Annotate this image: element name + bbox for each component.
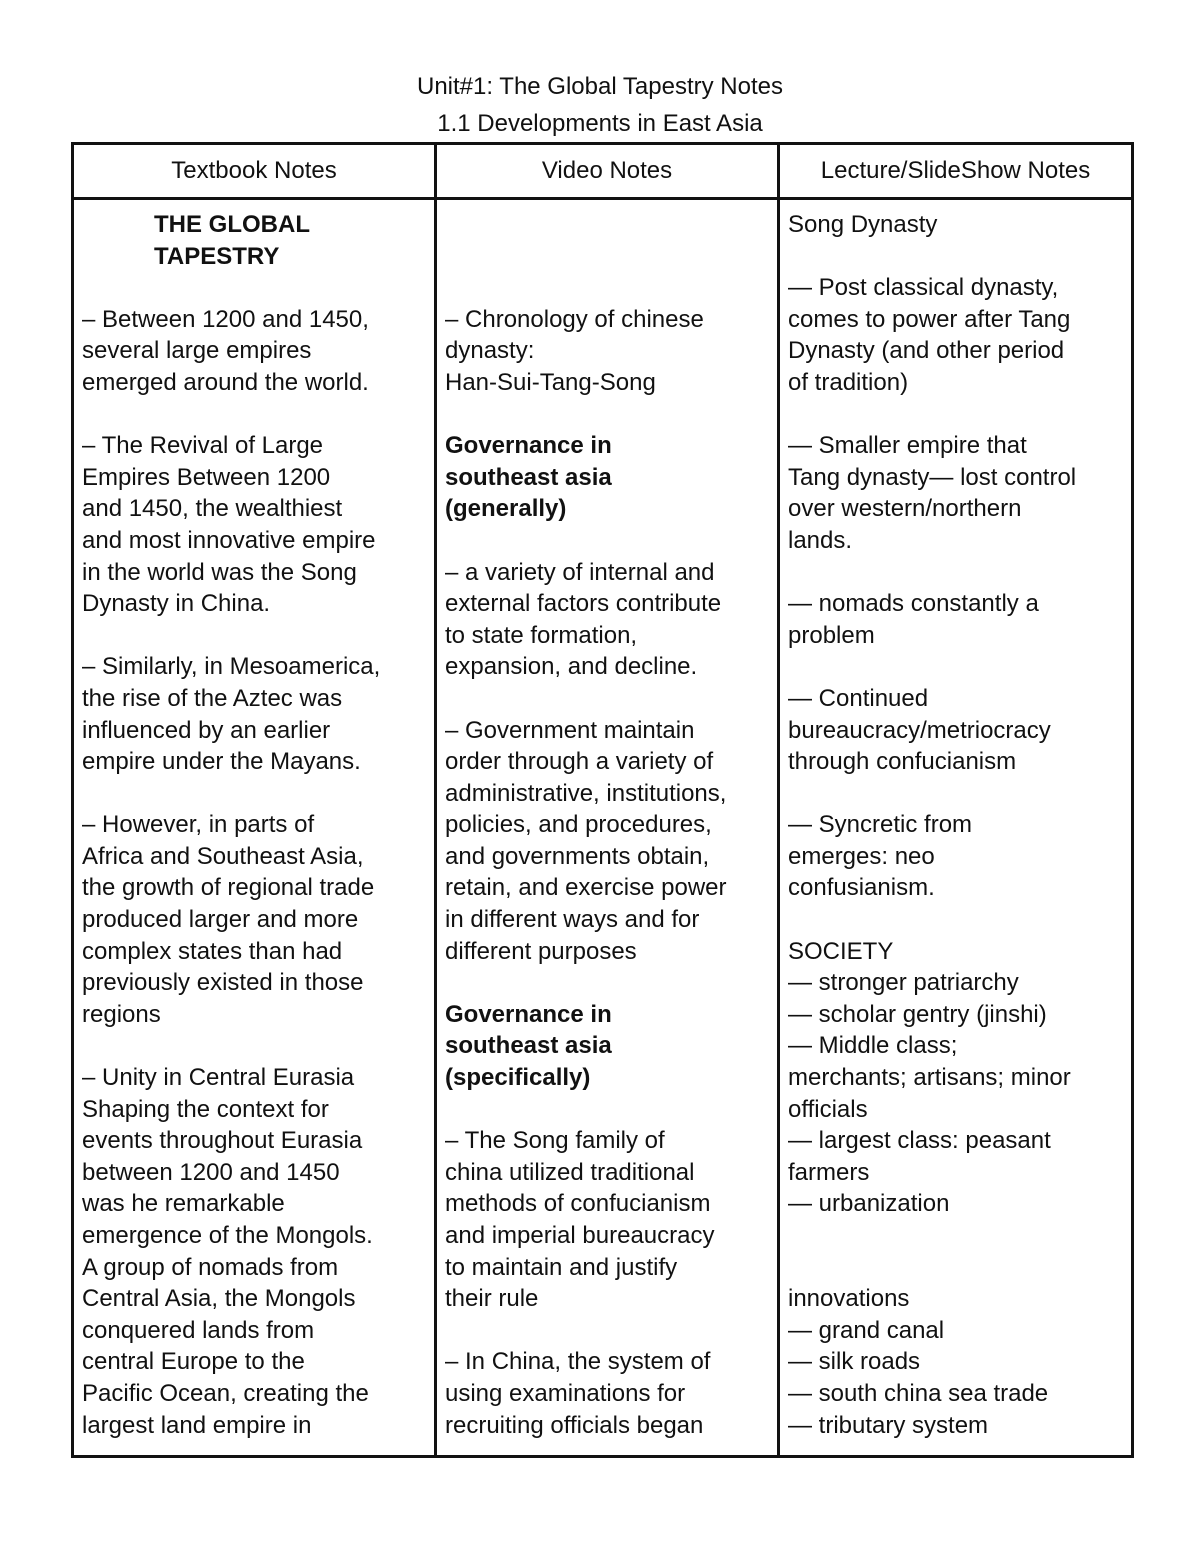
column-header-textbook: Textbook Notes — [73, 144, 436, 199]
video-paragraph: – Chronology of chinese dynasty: Han-Sui-Tang-Song — [445, 305, 704, 396]
lecture-society-list: SOCIETY — stronger patriarchy — scholar gentry (jinshi) — Middle class; merchants; artisans; minor officials — largest class: peasant farmers — urbanization — [788, 937, 1071, 1218]
lecture-paragraph: — Continued bureaucracy/metriocracy through confucianism — [788, 684, 1051, 776]
video-paragraph: – In China, the system of using examinations for recruiting officials began — [445, 1348, 711, 1439]
lecture-paragraph: — Syncretic from emerges: neo confusianism. — [788, 811, 973, 902]
textbook-paragraph: – However, in parts of Africa and Southeast Asia, the growth of regional trade produced larger and more complex states than had previously existed in those regions — [82, 811, 375, 1028]
textbook-paragraph: – Similarly, in Mesoamerica, the rise of the Aztec was influenced by an earlier empire under the Mayans. — [82, 653, 381, 776]
lecture-paragraph: — Post classical dynasty, comes to power after Tang Dynasty (and other period of tradition) — [788, 274, 1071, 396]
notes-table — [71, 142, 1134, 1458]
video-notes-cell — [436, 199, 779, 1457]
video-paragraph: – The Song family of china utilized traditional methods of confucianism and imperial bureaucracy to maintain and justify their rule — [445, 1127, 715, 1313]
page-title: Unit#1: The Global Tapestry Notes — [417, 73, 783, 100]
video-subheading: Governance in southeast asia (specifically) — [445, 1000, 612, 1092]
textbook-heading: THE GLOBAL TAPESTRY — [154, 211, 310, 270]
textbook-paragraph: – Between 1200 and 1450, several large empires emerged around the world. — [82, 305, 369, 396]
column-header-lecture: Lecture/SlideShow Notes — [779, 144, 1133, 199]
lecture-innovations-list: innovations — grand canal — silk roads — south china sea trade — tributary system — [788, 1285, 1049, 1439]
lecture-paragraph: — nomads constantly a problem — [788, 590, 1039, 649]
video-subheading: Governance in southeast asia (generally) — [445, 432, 612, 523]
lecture-paragraph: — Smaller empire that Tang dynasty— lost control over western/northern lands. — [788, 432, 1077, 554]
table-header-row — [73, 144, 1133, 199]
textbook-paragraph: – The Revival of Large Empires Between 1200 and 1450, the wealthiest and most innovative empire in the world was the Song Dynasty in China. — [82, 432, 376, 618]
page-subtitle: 1.1 Developments in East Asia — [437, 110, 763, 137]
lecture-notes-cell — [779, 199, 1133, 1457]
table-row — [73, 199, 1133, 1457]
column-header-video: Video Notes — [436, 144, 779, 199]
video-paragraph: – Government maintain order through a variety of administrative, institutions, policies, and procedures, and governments obtain, retain, and exercise power in different ways and for different purposes — [445, 716, 727, 965]
textbook-paragraph: – Unity in Central Eurasia Shaping the context for events throughout Eurasia between 1200 and 1450 was he remarkable emergence of the Mongols. A group of nomads from Central Asia, the Mongols conquered lands from central Europe to the Pacific Ocean, creating the largest land empire in — [82, 1064, 373, 1439]
textbook-notes-cell — [73, 199, 436, 1457]
video-paragraph: – a variety of internal and external factors contribute to state formation, expansion, and decline. — [445, 558, 722, 681]
lecture-heading: Song Dynasty — [788, 211, 938, 238]
